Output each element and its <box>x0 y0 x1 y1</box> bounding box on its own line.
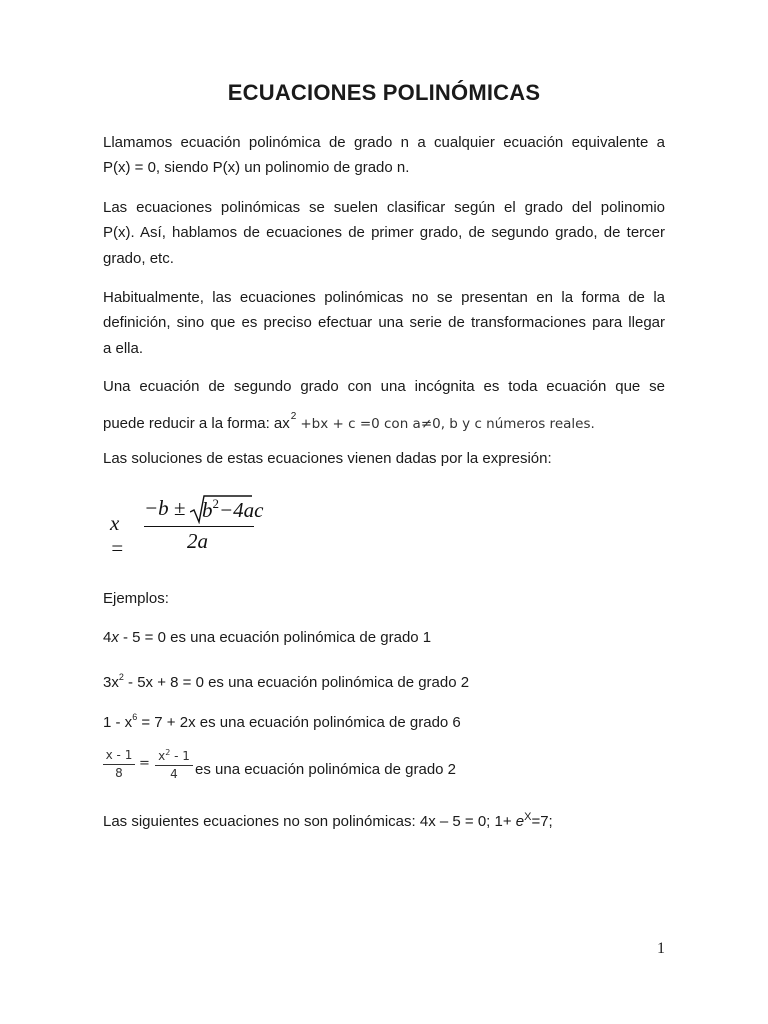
quadratic-form-text: puede reducir a la forma: ax <box>103 415 290 432</box>
non-polynomial-line: Las siguientes ecuaciones no son polinómicas: 4x – 5 = 0; $1+ e^X=7$; <box>103 811 553 830</box>
paragraph-transformations-line3: a ella. <box>103 340 144 357</box>
formula-radicand: $b^2-4ac$ <box>202 496 264 522</box>
examples-label: Ejemplos: <box>103 590 169 607</box>
paragraph-definition-line1: Llamamos ecuación polinómica de grado n a cualquier ecuación equivalente a <box>103 134 665 151</box>
paragraph-classification-line1: Las ecuaciones polinómicas se suelen clasificar según el grado del polinomio <box>103 199 665 216</box>
example-1: 4x - 5 = 0 es una ecuación polinómica de grado 1 <box>103 629 432 646</box>
paragraph-classification-line3: grado, etc. <box>103 250 174 267</box>
formula-lhs: x = <box>110 511 125 560</box>
formula-fraction-bar <box>144 526 254 527</box>
example-4-fractions <box>103 748 195 782</box>
paragraph-transformations-line2: definición, sino que es preciso efectuar una serie de transformaciones para llegar <box>103 314 665 331</box>
paragraph-solutions: Las soluciones de estas ecuaciones vienen dadas por la expresión: <box>103 450 552 467</box>
paragraph-definition-line2: P(x) = 0, siendo P(x) un polinomio de grado n. <box>103 159 410 176</box>
quadratic-exponent: 2 <box>290 411 297 422</box>
example-3: $1 - x^6 = 7 + 2x$ es una ecuación polinómica de grado 6 <box>103 712 461 731</box>
page-number: 1 <box>657 940 665 957</box>
fraction-right: $x^2 - 1$ 4 <box>155 748 193 781</box>
formula-denominator: 2a <box>187 529 208 553</box>
paragraph-transformations-line1: Habitualmente, las ecuaciones polinómicas no se presentan en la forma de la <box>103 289 665 306</box>
paragraph-quadratic-line1: Una ecuación de segundo grado con una incógnita es toda ecuación que se <box>103 378 665 395</box>
fraction-equals: = <box>139 756 150 771</box>
paragraph-quadratic-line2 <box>103 404 665 438</box>
formula-numerator-start: −b ± <box>144 496 186 520</box>
example-2: $3x^2 - 5x + 8 = 0$ es una ecuación polinómica de grado 2 <box>103 672 470 691</box>
quadratic-form-rest: +bx + c =0 con a≠0, b y c números reales. <box>300 416 595 432</box>
fraction-left: x - 1 8 <box>103 748 135 780</box>
example-4-text: es una ecuación polinómica de grado 2 <box>195 761 457 778</box>
page-title: ECUACIONES POLINÓMICAS <box>227 80 541 105</box>
paragraph-classification-line2: P(x). Así, hablamos de ecuaciones de primer grado, de segundo grado, de tercer <box>103 224 665 241</box>
